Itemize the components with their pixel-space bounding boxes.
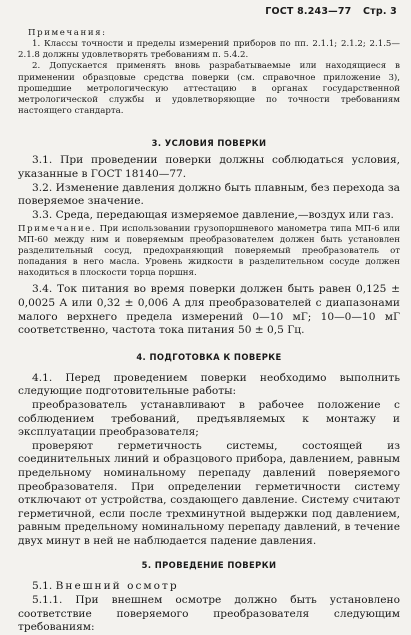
notes-title: Примечания: bbox=[28, 28, 107, 38]
paragraph-5-1-1: 5.1.1. При внешнем осмотре должно быть установлено соответствие поверяемого преобразователя следующим требованиям: bbox=[18, 594, 400, 634]
paragraph-5-1-number: 5.1. bbox=[32, 580, 53, 593]
page-number: Стр. 3 bbox=[362, 6, 397, 17]
paragraph-3-2: 3.2. Изменение давления должно быть плавным, без перехода за поверяемое значение. bbox=[18, 181, 400, 208]
note-3-text: При использовании грузопоршневого манометра типа МП-6 или МП-60 между ним и поверяемым преобразователем должен быть установлен разделительный сосуд, предохраняющий поверяемый преобразователь от попадания в него масла. Уровень жидкости в разделительном сосуде должен находиться в плоскости торца поршня. bbox=[18, 224, 400, 279]
note-item-1: 1. Классы точности и пределы измерений приборов по пп. 2.1.1; 2.1.2; 2.1.5— 2.1.8 должны удовлетворять требованиям п. 5.4.2. bbox=[18, 39, 400, 61]
paragraph-5-1-heading: Внешний осмотр bbox=[55, 580, 179, 593]
paragraph-3-1: 3.1. При проведении поверки должны соблюдаться условия, указанные в ГОСТ 18140—77. bbox=[18, 154, 400, 181]
paragraph-5-1 bbox=[18, 580, 400, 594]
section-4-title: 4. ПОДГОТОВКА К ПОВЕРКЕ bbox=[136, 351, 282, 362]
paragraph-3-3: 3.3. Среда, передающая измеряемое давление,—воздух или газ. bbox=[32, 208, 394, 221]
section-5-title: 5. ПРОВЕДЕНИЕ ПОВЕРКИ bbox=[141, 560, 277, 571]
note-3 bbox=[18, 224, 400, 279]
paragraph-4-1: 4.1. Перед проведением поверки необходимо выполнить следующие подготовительные работы: bbox=[18, 371, 400, 398]
note-3-label: Примечание. bbox=[18, 224, 97, 235]
standard-number: ГОСТ 8.243—77 bbox=[265, 6, 352, 17]
note-item-2: 2. Допускается применять вновь разрабатываемые или находящиеся в применении образцовые средства поверки (см. справочное приложение 3), прошедшие метрологическую аттестацию в органах государственной метрологической службы и удовлетворяющие по точности требованиям настоящего стандарта. bbox=[18, 61, 400, 117]
document-body bbox=[18, 28, 400, 635]
paragraph-4-1b: проверяют герметичность системы, состоящей из соединительных линий и образцового прибора, давлением, равным предельному номинальному перепаду давлений поверяемого преобразователя. При определении герметичности систему отключают от устройства, создающего давление. Систему считают герметичной, если после трехминутной выдержки под давлением, равным предельному номинальному перепаду давлений, в течение двух минут в ней не наблюдается падение давления. bbox=[18, 439, 400, 547]
section-3-title: 3. УСЛОВИЯ ПОВЕРКИ bbox=[151, 138, 267, 149]
paragraph-4-1a: преобразователь устанавливают в рабочее положение с соблюдением требований, предъявляемых к монтажу и эксплуатации преобразователя; bbox=[18, 398, 400, 439]
paragraph-3-4: 3.4. Ток питания во время поверки должен быть равен 0,125 ± 0,0025 А или 0,32 ± 0,006 А для преобразователей с диапазонами малого верхнего предела измерений 0—10 мГ; 10—0—10 мГ соответственно, частота тока питания 50 ± 0,5 Гц. bbox=[18, 283, 400, 337]
page-header bbox=[265, 6, 397, 17]
